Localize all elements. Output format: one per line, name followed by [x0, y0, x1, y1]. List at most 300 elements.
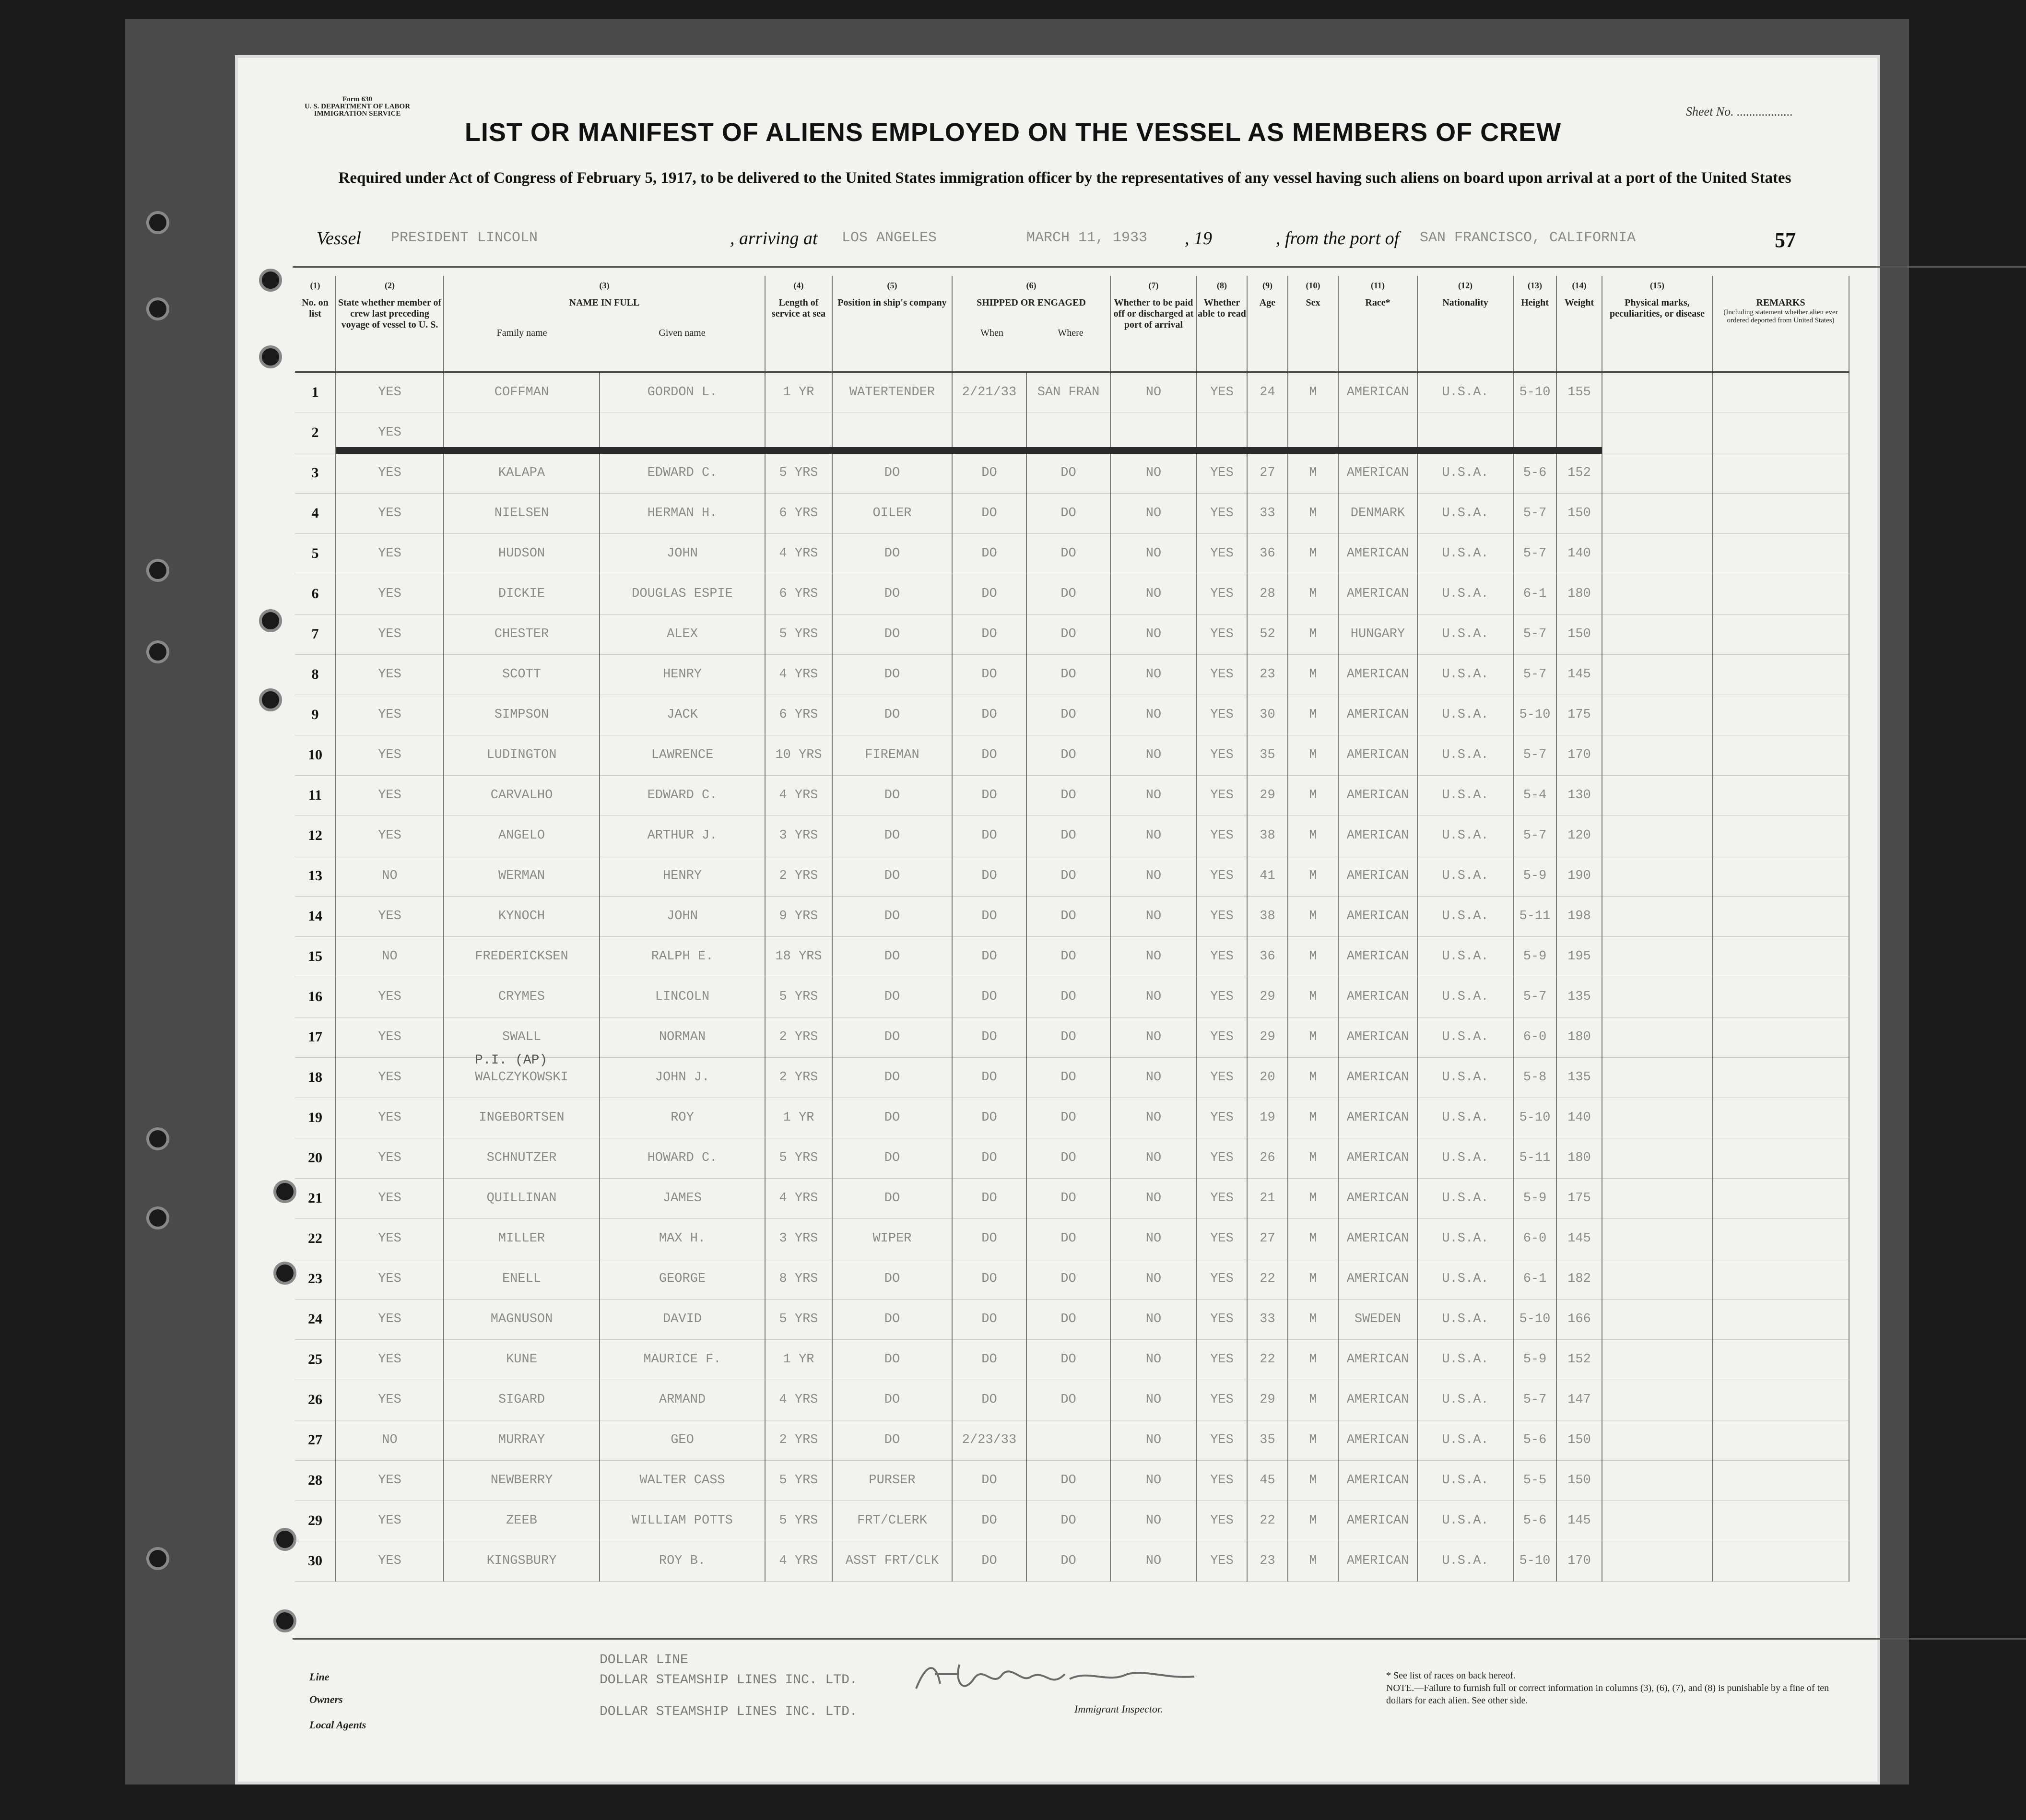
row-17-annotation: P.I. (AP) [475, 1053, 548, 1068]
paid-off-cell: NO [1110, 1380, 1197, 1420]
prev-voyage-cell: YES [336, 574, 444, 614]
family-name-cell: MILLER [444, 1218, 600, 1259]
when-cell: DO [952, 815, 1026, 856]
height-cell: 5-7 [1513, 533, 1556, 574]
arriving-port: LOS ANGELES [842, 230, 937, 246]
prev-voyage-cell: NO [336, 856, 444, 896]
sex-cell: M [1288, 856, 1338, 896]
family-name-cell: INGEBORTSEN [444, 1098, 600, 1138]
paid-off-cell: NO [1110, 1420, 1197, 1460]
binder-hole [146, 559, 169, 582]
remarks-cell [1712, 654, 1849, 695]
family-name-cell: KYNOCH [444, 896, 600, 936]
row-number: 21 [295, 1178, 336, 1218]
given-name-cell: HENRY [600, 856, 765, 896]
prev-voyage-cell: YES [336, 533, 444, 574]
physical-marks-cell [1602, 695, 1712, 735]
sex-cell: M [1288, 1098, 1338, 1138]
age-cell: 35 [1247, 1420, 1288, 1460]
remarks-cell [1712, 453, 1849, 493]
physical-marks-cell [1602, 1380, 1712, 1420]
physical-marks-cell [1602, 574, 1712, 614]
footer-rule [293, 1638, 2026, 1640]
physical-marks-cell [1602, 977, 1712, 1017]
binder-hole [146, 211, 169, 234]
nationality-cell: U.S.A. [1417, 1138, 1513, 1178]
sex-cell: M [1288, 977, 1338, 1017]
inspector-signature [907, 1655, 1204, 1703]
family-name-cell: SCHNUTZER [444, 1138, 600, 1178]
line-label: Line [309, 1671, 330, 1683]
weight-cell: 166 [1556, 1299, 1602, 1339]
age-cell: 29 [1247, 977, 1288, 1017]
paid-off-cell: NO [1110, 493, 1197, 533]
binder-hole [146, 1547, 169, 1570]
remarks-cell [1712, 574, 1849, 614]
col-height: (13) Height [1513, 276, 1556, 372]
race-cell: AMERICAN [1338, 533, 1417, 574]
family-name-cell: FREDERICKSEN [444, 936, 600, 977]
sex-cell: M [1288, 896, 1338, 936]
nationality-cell: U.S.A. [1417, 1541, 1513, 1581]
position-cell: DO [832, 1299, 952, 1339]
table-row [295, 775, 1849, 815]
age-cell: 30 [1247, 695, 1288, 735]
age-cell: 38 [1247, 815, 1288, 856]
inspector-label: Immigrant Inspector. [1074, 1703, 1163, 1715]
weight-cell: 150 [1556, 493, 1602, 533]
position-cell: DO [832, 856, 952, 896]
where-cell: DO [1026, 1460, 1110, 1501]
table-row [295, 1420, 1849, 1460]
weight-cell: 175 [1556, 1178, 1602, 1218]
when-cell: DO [952, 1057, 1026, 1098]
weight-cell: 130 [1556, 775, 1602, 815]
row-number: 17 [295, 1017, 336, 1057]
length-cell: 2 YRS [765, 1420, 832, 1460]
binder-hole [273, 1528, 296, 1551]
able-read-cell: YES [1197, 1218, 1247, 1259]
table-row [295, 815, 1849, 856]
physical-marks-cell [1602, 1259, 1712, 1299]
line-value: DOLLAR LINE [600, 1653, 688, 1667]
when-cell: DO [952, 1098, 1026, 1138]
col-family-name: Family name [496, 328, 547, 338]
able-read-cell: YES [1197, 735, 1247, 775]
sex-cell: M [1288, 574, 1338, 614]
able-read-cell: YES [1197, 453, 1247, 493]
family-name-cell: SIMPSON [444, 695, 600, 735]
family-name-cell: CRYMES [444, 977, 600, 1017]
weight-cell: 140 [1556, 1098, 1602, 1138]
nationality-cell: U.S.A. [1417, 1339, 1513, 1380]
physical-marks-cell [1602, 453, 1712, 493]
prev-voyage-cell: NO [336, 936, 444, 977]
given-name-cell: ROY [600, 1098, 765, 1138]
sex-cell: M [1288, 533, 1338, 574]
position-cell: DO [832, 775, 952, 815]
length-cell: 2 YRS [765, 856, 832, 896]
family-name-cell: CARVALHO [444, 775, 600, 815]
race-cell: AMERICAN [1338, 1138, 1417, 1178]
race-cell: AMERICAN [1338, 775, 1417, 815]
height-cell: 5-7 [1513, 815, 1556, 856]
age-cell: 38 [1247, 896, 1288, 936]
height-cell: 6-1 [1513, 1259, 1556, 1299]
when-cell: DO [952, 936, 1026, 977]
remarks-cell [1712, 1541, 1849, 1581]
when-cell: DO [952, 1460, 1026, 1501]
able-read-cell: YES [1197, 1098, 1247, 1138]
row-number: 18 [295, 1057, 336, 1098]
nationality-cell: U.S.A. [1417, 1178, 1513, 1218]
race-cell: AMERICAN [1338, 695, 1417, 735]
age-cell: 21 [1247, 1178, 1288, 1218]
family-name-cell: WALCZYKOWSKI [444, 1057, 600, 1098]
family-name-cell: HUDSON [444, 533, 600, 574]
physical-marks-cell [1602, 1299, 1712, 1339]
able-read-cell: YES [1197, 1057, 1247, 1098]
row-number: 5 [295, 533, 336, 574]
race-cell: AMERICAN [1338, 1098, 1417, 1138]
race-cell: AMERICAN [1338, 1178, 1417, 1218]
family-name-cell: NEWBERRY [444, 1460, 600, 1501]
physical-marks-cell [1602, 1218, 1712, 1259]
when-cell: DO [952, 775, 1026, 815]
arrival-date: MARCH 11, 1933 [1026, 230, 1148, 246]
when-cell: DO [952, 654, 1026, 695]
binder-hole [146, 640, 169, 663]
row-number: 27 [295, 1420, 336, 1460]
race-cell: HUNGARY [1338, 614, 1417, 654]
length-cell: 6 YRS [765, 695, 832, 735]
page-subtitle: Required under Act of Congress of February 5, 1917, to be delivered to the United States immigration officer by the representatives of any vessel having such aliens on board upon arrival at a port of the United States [338, 169, 1791, 187]
page-title: LIST OR MANIFEST OF ALIENS EMPLOYED ON THE VESSEL AS MEMBERS OF CREW [464, 118, 1562, 147]
physical-marks-cell [1602, 936, 1712, 977]
sex-cell: M [1288, 695, 1338, 735]
position-cell: DO [832, 574, 952, 614]
able-read-cell: YES [1197, 1501, 1247, 1541]
weight-cell: 195 [1556, 936, 1602, 977]
able-read-cell: YES [1197, 815, 1247, 856]
family-name-cell: CHESTER [444, 614, 600, 654]
prev-voyage-cell: YES [336, 1218, 444, 1259]
height-cell: 5-9 [1513, 1339, 1556, 1380]
given-name-cell: MAX H. [600, 1218, 765, 1259]
when-cell: DO [952, 1339, 1026, 1380]
row-number: 6 [295, 574, 336, 614]
nationality-cell: U.S.A. [1417, 372, 1513, 413]
family-name-cell: MURRAY [444, 1420, 600, 1460]
nationality-cell: U.S.A. [1417, 1501, 1513, 1541]
age-cell: 19 [1247, 1098, 1288, 1138]
nationality-cell: U.S.A. [1417, 1380, 1513, 1420]
family-name-cell: DICKIE [444, 574, 600, 614]
race-cell: AMERICAN [1338, 1017, 1417, 1057]
table-row [295, 936, 1849, 977]
binder-hole [146, 1127, 169, 1150]
row-number: 12 [295, 815, 336, 856]
col-paid-off: (7) Whether to be paid off or discharged at port of arrival [1110, 276, 1197, 372]
table-row [295, 1460, 1849, 1501]
prev-voyage-cell: YES [336, 1541, 444, 1581]
where-cell: DO [1026, 614, 1110, 654]
prev-voyage-cell: YES [336, 1460, 444, 1501]
given-name-cell: JAMES [600, 1178, 765, 1218]
able-read-cell: YES [1197, 977, 1247, 1017]
weight-cell: 150 [1556, 1460, 1602, 1501]
race-cell: AMERICAN [1338, 936, 1417, 977]
physical-marks-cell [1602, 1420, 1712, 1460]
given-name-cell: ALEX [600, 614, 765, 654]
given-name-cell: WALTER CASS [600, 1460, 765, 1501]
age-cell: 23 [1247, 1541, 1288, 1581]
height-cell: 5-7 [1513, 614, 1556, 654]
when-cell: DO [952, 1138, 1026, 1178]
table-row [295, 695, 1849, 735]
age-cell: 22 [1247, 1501, 1288, 1541]
sex-cell: M [1288, 372, 1338, 413]
prev-voyage-cell: YES [336, 1501, 444, 1541]
weight-cell: 135 [1556, 1057, 1602, 1098]
weight-cell: 180 [1556, 1017, 1602, 1057]
row-number: 15 [295, 936, 336, 977]
table-row [295, 1017, 1849, 1057]
table-row [295, 1098, 1849, 1138]
height-cell: 5-8 [1513, 1057, 1556, 1098]
physical-marks-cell [1602, 413, 1712, 453]
family-name-cell: QUILLINAN [444, 1178, 600, 1218]
row-number: 9 [295, 695, 336, 735]
position-cell: DO [832, 1339, 952, 1380]
sex-cell: M [1288, 1380, 1338, 1420]
row-number: 24 [295, 1299, 336, 1339]
height-cell: 6-0 [1513, 1218, 1556, 1259]
physical-marks-cell [1602, 1138, 1712, 1178]
weight-cell: 182 [1556, 1259, 1602, 1299]
position-cell: DO [832, 533, 952, 574]
paid-off-cell: NO [1110, 775, 1197, 815]
owners-value: DOLLAR STEAMSHIP LINES INC. LTD. [600, 1673, 858, 1688]
where-cell: DO [1026, 856, 1110, 896]
length-cell: 5 YRS [765, 1460, 832, 1501]
physical-marks-cell [1602, 1339, 1712, 1380]
paid-off-cell: NO [1110, 1541, 1197, 1581]
length-cell: 10 YRS [765, 735, 832, 775]
weight-cell: 140 [1556, 533, 1602, 574]
table-row [295, 654, 1849, 695]
physical-marks-cell [1602, 775, 1712, 815]
vessel-label: Vessel [317, 228, 361, 248]
where-cell: DO [1026, 533, 1110, 574]
age-cell: 35 [1247, 735, 1288, 775]
remarks-cell [1712, 614, 1849, 654]
given-name-cell: MAURICE F. [600, 1339, 765, 1380]
position-cell: DO [832, 1380, 952, 1420]
sex-cell: M [1288, 1178, 1338, 1218]
prev-voyage-cell: YES [336, 695, 444, 735]
nationality-cell: U.S.A. [1417, 1299, 1513, 1339]
length-cell: 1 YR [765, 1339, 832, 1380]
row-number: 26 [295, 1380, 336, 1420]
nationality-cell: U.S.A. [1417, 1098, 1513, 1138]
prev-voyage-cell: YES [336, 815, 444, 856]
height-cell: 5-10 [1513, 695, 1556, 735]
height-cell: 5-6 [1513, 1420, 1556, 1460]
able-read-cell: YES [1197, 1178, 1247, 1218]
given-name-cell: JOHN J. [600, 1057, 765, 1098]
row-number: 14 [295, 896, 336, 936]
sheet-no-label: Sheet No. .................. [1686, 105, 1793, 118]
race-cell: AMERICAN [1338, 856, 1417, 896]
family-name-cell: KUNE [444, 1339, 600, 1380]
given-name-cell: GEO [600, 1420, 765, 1460]
physical-marks-cell [1602, 856, 1712, 896]
binder-hole [273, 1609, 296, 1632]
remarks-cell [1712, 1501, 1849, 1541]
binder-hole [273, 1180, 296, 1203]
table-row [295, 614, 1849, 654]
given-name-cell: ARTHUR J. [600, 815, 765, 856]
form-number: Form 630 [342, 95, 373, 103]
prev-voyage-cell: YES [336, 896, 444, 936]
row-number: 13 [295, 856, 336, 896]
prev-voyage-cell: YES [336, 493, 444, 533]
able-read-cell: YES [1197, 574, 1247, 614]
nationality-cell: U.S.A. [1417, 815, 1513, 856]
nationality-cell: U.S.A. [1417, 453, 1513, 493]
position-cell: DO [832, 936, 952, 977]
length-cell: 4 YRS [765, 1380, 832, 1420]
position-cell: DO [832, 896, 952, 936]
where-cell: DO [1026, 896, 1110, 936]
row-number: 25 [295, 1339, 336, 1380]
remarks-cell [1712, 1178, 1849, 1218]
prev-voyage-cell: YES [336, 453, 444, 493]
nationality-cell: U.S.A. [1417, 1259, 1513, 1299]
paid-off-cell: NO [1110, 1460, 1197, 1501]
physical-marks-cell [1602, 1057, 1712, 1098]
agents-value: DOLLAR STEAMSHIP LINES INC. LTD. [600, 1704, 858, 1719]
from-port-label: , from the port of [1276, 228, 1400, 248]
row-number: 3 [295, 453, 336, 493]
remarks-cell [1712, 1098, 1849, 1138]
sex-cell: M [1288, 1057, 1338, 1098]
position-cell: DO [832, 815, 952, 856]
able-read-cell: YES [1197, 614, 1247, 654]
where-cell: DO [1026, 1017, 1110, 1057]
given-name-cell: JOHN [600, 533, 765, 574]
family-name-cell: SCOTT [444, 654, 600, 695]
where-cell: DO [1026, 654, 1110, 695]
prev-voyage-cell: YES [336, 413, 444, 453]
paid-off-cell: NO [1110, 1057, 1197, 1098]
age-cell: 27 [1247, 453, 1288, 493]
weight-cell: 150 [1556, 1420, 1602, 1460]
row-number: 29 [295, 1501, 336, 1541]
row-number: 30 [295, 1541, 336, 1581]
race-cell: AMERICAN [1338, 654, 1417, 695]
position-cell: DO [832, 695, 952, 735]
where-cell: DO [1026, 815, 1110, 856]
height-cell: 6-1 [1513, 574, 1556, 614]
remarks-cell [1712, 1339, 1849, 1380]
sex-cell: M [1288, 654, 1338, 695]
height-cell: 6-0 [1513, 1017, 1556, 1057]
nationality-cell: U.S.A. [1417, 896, 1513, 936]
binder-hole [146, 297, 169, 320]
family-name-cell: ENELL [444, 1259, 600, 1299]
remarks-cell [1712, 1420, 1849, 1460]
able-read-cell: YES [1197, 896, 1247, 936]
given-name-cell: LINCOLN [600, 977, 765, 1017]
table-row [295, 1339, 1849, 1380]
weight-cell: 135 [1556, 977, 1602, 1017]
prev-voyage-cell: YES [336, 1098, 444, 1138]
family-name-cell: KINGSBURY [444, 1541, 600, 1581]
when-cell: DO [952, 614, 1026, 654]
length-cell: 18 YRS [765, 936, 832, 977]
col-sex: (10) Sex [1288, 276, 1338, 372]
able-read-cell: YES [1197, 1460, 1247, 1501]
family-name-cell: SIGARD [444, 1380, 600, 1420]
where-cell: DO [1026, 1339, 1110, 1380]
remarks-cell [1712, 533, 1849, 574]
able-read-cell: YES [1197, 533, 1247, 574]
age-cell: 26 [1247, 1138, 1288, 1178]
age-cell: 28 [1247, 574, 1288, 614]
paid-off-cell: NO [1110, 856, 1197, 896]
remarks-cell [1712, 977, 1849, 1017]
col-no: (1) No. on list [295, 276, 336, 372]
given-name-cell: HENRY [600, 654, 765, 695]
given-name-cell: WILLIAM POTTS [600, 1501, 765, 1541]
when-cell: DO [952, 1259, 1026, 1299]
col-remarks: REMARKS (Including statement whether alien ever ordered deported from United States) [1712, 276, 1849, 372]
able-read-cell: YES [1197, 1138, 1247, 1178]
prev-voyage-cell: YES [336, 977, 444, 1017]
binder-hole [259, 688, 282, 711]
length-cell: 2 YRS [765, 1057, 832, 1098]
prev-voyage-cell: YES [336, 614, 444, 654]
length-cell: 1 YR [765, 372, 832, 413]
paid-off-cell: NO [1110, 977, 1197, 1017]
length-cell: 4 YRS [765, 775, 832, 815]
height-cell: 5-9 [1513, 1178, 1556, 1218]
given-name-cell: GEORGE [600, 1259, 765, 1299]
position-cell: DO [832, 1259, 952, 1299]
race-cell: AMERICAN [1338, 1339, 1417, 1380]
col-nationality: (12) Nationality [1417, 276, 1513, 372]
table-row [295, 1138, 1849, 1178]
where-cell: DO [1026, 1299, 1110, 1339]
age-cell: 41 [1247, 856, 1288, 896]
age-cell: 36 [1247, 533, 1288, 574]
nationality-cell: U.S.A. [1417, 614, 1513, 654]
race-cell: AMERICAN [1338, 574, 1417, 614]
where-cell: DO [1026, 775, 1110, 815]
row-number: 1 [295, 372, 336, 413]
given-name-cell: JACK [600, 695, 765, 735]
prev-voyage-cell: YES [336, 372, 444, 413]
weight-cell: 152 [1556, 1339, 1602, 1380]
nationality-cell: U.S.A. [1417, 936, 1513, 977]
table-row [295, 533, 1849, 574]
length-cell: 5 YRS [765, 1299, 832, 1339]
length-cell: 8 YRS [765, 1259, 832, 1299]
able-read-cell: YES [1197, 1017, 1247, 1057]
able-read-cell: YES [1197, 654, 1247, 695]
